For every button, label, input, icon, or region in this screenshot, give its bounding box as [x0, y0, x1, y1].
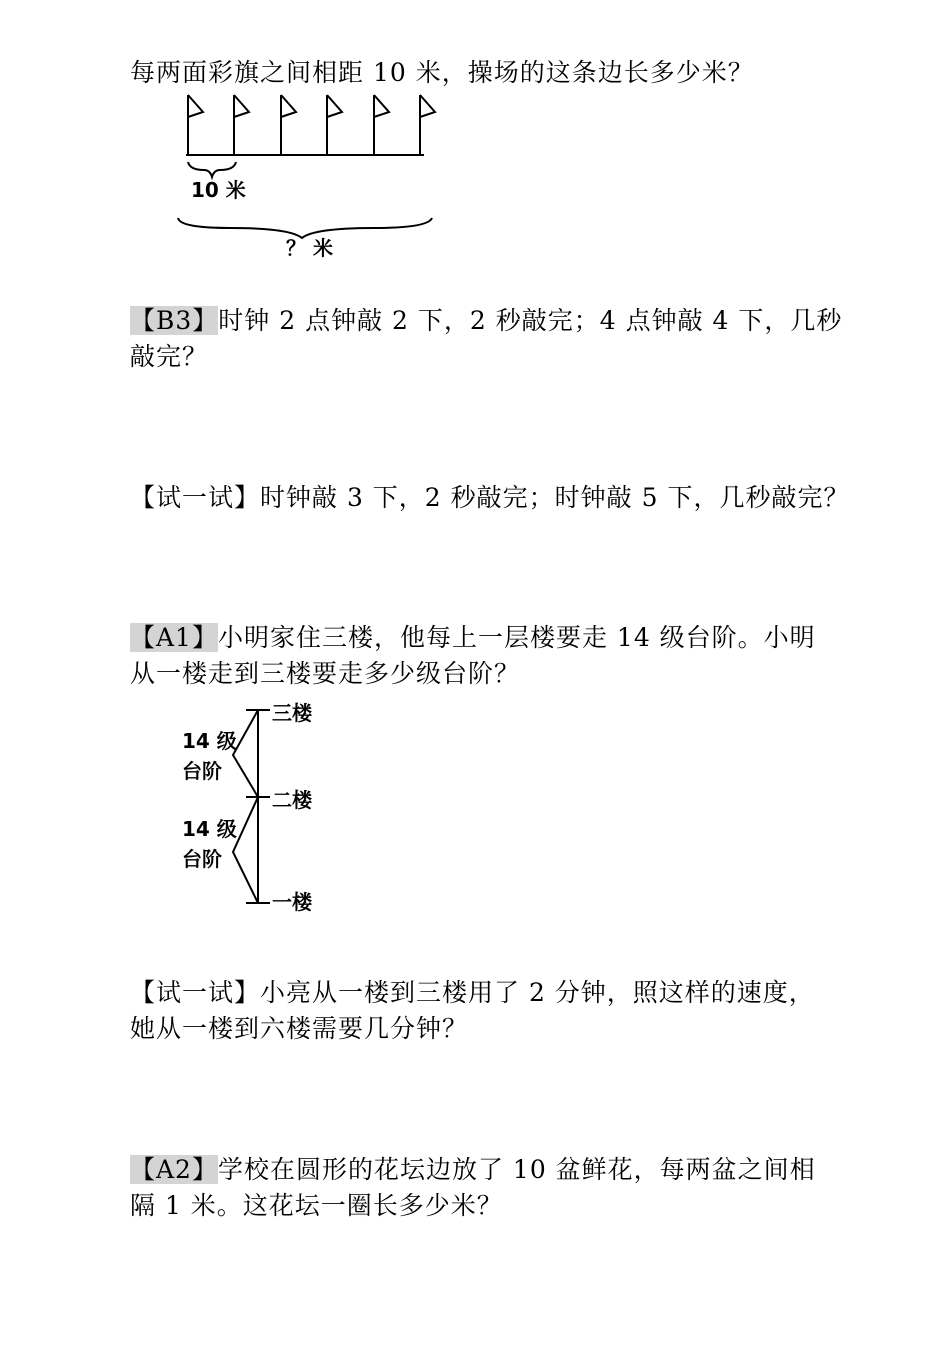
- problem-a2-tag: 【A2】: [130, 1155, 218, 1184]
- problem-a2-line2: 隔 1 米。这花坛一圈长多少米？: [130, 1191, 503, 1220]
- lower-bracket: [233, 797, 258, 903]
- try-two-line2: 她从一楼到六楼需要几分钟？: [130, 1014, 469, 1043]
- problem-b3-line1: 【B3】时钟 2 点钟敲 2 下，2 秒敲完；4 点钟敲 4 下，几秒: [130, 306, 843, 335]
- total-label: ？ 米: [286, 236, 333, 260]
- try-one-text: 【试一试】时钟敲 3 下，2 秒敲完；时钟敲 5 下，几秒敲完？: [130, 483, 850, 512]
- gap-label: 10 米: [191, 178, 246, 202]
- problem-a1-line2: 从一楼走到三楼要走多少级台阶？: [130, 659, 521, 688]
- lower-steps-line1: 14 级: [182, 817, 237, 841]
- lower-steps-line2: 台阶: [182, 847, 222, 871]
- flag-problem-text: 每两面彩旗之间相距 10 米，操场的这条边长多少米？: [130, 58, 754, 87]
- floor3-label: 三楼: [272, 701, 312, 725]
- upper-bracket: [233, 710, 258, 797]
- try-two-line1: 【试一试】小亮从一楼到三楼用了 2 分钟，照这样的速度，: [130, 978, 815, 1007]
- floor1-label: 一楼: [272, 890, 312, 914]
- upper-steps-line1: 14 级: [182, 729, 237, 753]
- floor2-label: 二楼: [272, 788, 312, 812]
- problem-a1-line1: 【A1】小明家住三楼，他每上一层楼要走 14 级台阶。小明: [130, 623, 816, 652]
- problem-b3-line2: 敲完？: [130, 342, 209, 371]
- problem-a2-line1: 【A2】学校在圆形的花坛边放了 10 盆鲜花，每两盆之间相: [130, 1155, 816, 1184]
- problem-b3-tag: 【B3】: [130, 306, 219, 335]
- problem-a1-tag: 【A1】: [130, 623, 218, 652]
- upper-steps-line2: 台阶: [182, 759, 222, 783]
